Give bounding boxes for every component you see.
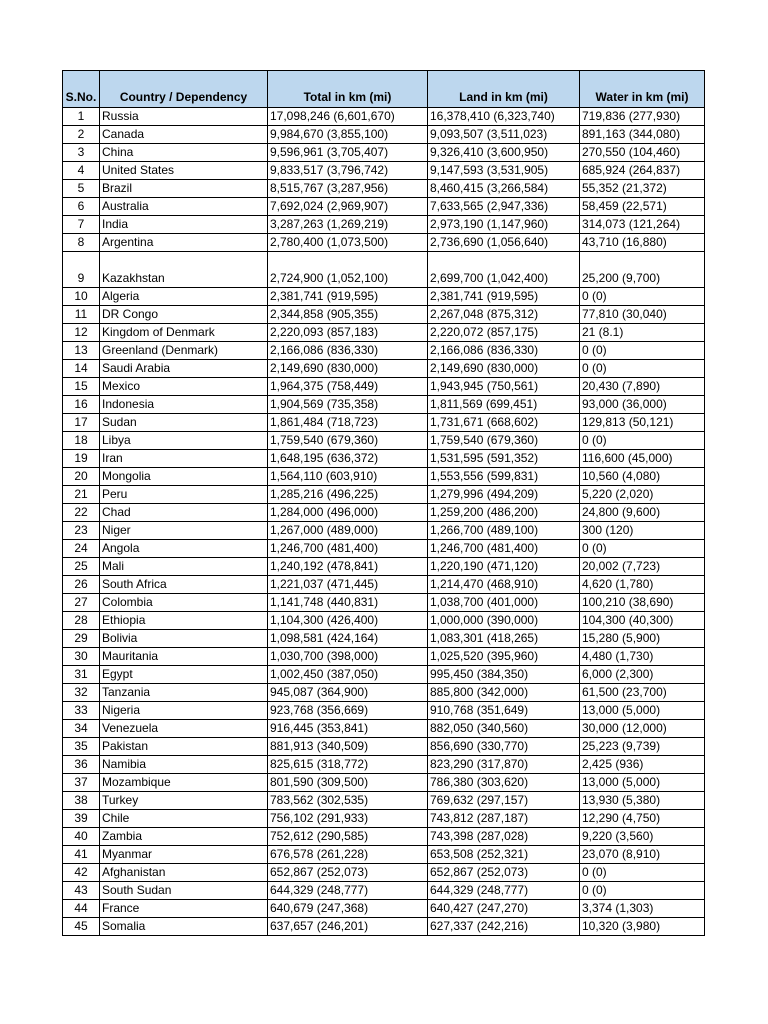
cell-water: 10,560 (4,080) (580, 468, 705, 486)
cell-total: 801,590 (309,500) (268, 774, 428, 792)
cell-water: 13,930 (5,380) (580, 792, 705, 810)
cell-water: 685,924 (264,837) (580, 162, 705, 180)
cell-country: Afghanistan (100, 864, 268, 882)
cell-land: 8,460,415 (3,266,584) (428, 180, 580, 198)
cell-total: 637,657 (246,201) (268, 918, 428, 936)
cell-land: 2,699,700 (1,042,400) (428, 252, 580, 288)
cell-water: 3,374 (1,303) (580, 900, 705, 918)
cell-water: 12,290 (4,750) (580, 810, 705, 828)
cell-sno: 4 (63, 162, 100, 180)
cell-water: 58,459 (22,571) (580, 198, 705, 216)
table-row (63, 486, 705, 504)
cell-water: 891,163 (344,080) (580, 126, 705, 144)
cell-country: Chad (100, 504, 268, 522)
cell-country: Bolivia (100, 630, 268, 648)
cell-country: Libya (100, 432, 268, 450)
table-row (63, 738, 705, 756)
cell-total: 652,867 (252,073) (268, 864, 428, 882)
cell-country: Nigeria (100, 702, 268, 720)
cell-land: 1,025,520 (395,960) (428, 648, 580, 666)
table-row (63, 360, 705, 378)
cell-water: 116,600 (45,000) (580, 450, 705, 468)
cell-land: 1,759,540 (679,360) (428, 432, 580, 450)
cell-country: DR Congo (100, 306, 268, 324)
cell-country: Mexico (100, 378, 268, 396)
table-row (63, 576, 705, 594)
cell-sno: 44 (63, 900, 100, 918)
cell-land: 882,050 (340,560) (428, 720, 580, 738)
cell-land: 1,214,470 (468,910) (428, 576, 580, 594)
cell-sno: 31 (63, 666, 100, 684)
cell-land: 2,973,190 (1,147,960) (428, 216, 580, 234)
cell-sno: 37 (63, 774, 100, 792)
table-row (63, 594, 705, 612)
cell-total: 756,102 (291,933) (268, 810, 428, 828)
cell-land: 2,166,086 (836,330) (428, 342, 580, 360)
cell-country: Russia (100, 108, 268, 126)
cell-sno: 43 (63, 882, 100, 900)
cell-total: 1,002,450 (387,050) (268, 666, 428, 684)
cell-total: 1,246,700 (481,400) (268, 540, 428, 558)
cell-country: Brazil (100, 180, 268, 198)
cell-country: China (100, 144, 268, 162)
cell-total: 2,381,741 (919,595) (268, 288, 428, 306)
cell-land: 1,038,700 (401,000) (428, 594, 580, 612)
table-row (63, 828, 705, 846)
table-row (63, 342, 705, 360)
table-row (63, 216, 705, 234)
cell-water: 43,710 (16,880) (580, 234, 705, 252)
cell-total: 1,098,581 (424,164) (268, 630, 428, 648)
table-row (63, 720, 705, 738)
cell-water: 104,300 (40,300) (580, 612, 705, 630)
cell-land: 2,220,072 (857,175) (428, 324, 580, 342)
table-row (63, 864, 705, 882)
cell-water: 100,210 (38,690) (580, 594, 705, 612)
cell-country: Turkey (100, 792, 268, 810)
cell-water: 93,000 (36,000) (580, 396, 705, 414)
cell-country: Myanmar (100, 846, 268, 864)
cell-total: 2,149,690 (830,000) (268, 360, 428, 378)
cell-water: 77,810 (30,040) (580, 306, 705, 324)
cell-sno: 3 (63, 144, 100, 162)
cell-country: Mozambique (100, 774, 268, 792)
cell-land: 995,450 (384,350) (428, 666, 580, 684)
cell-country: Mali (100, 558, 268, 576)
cell-total: 1,221,037 (471,445) (268, 576, 428, 594)
cell-country: Ethiopia (100, 612, 268, 630)
cell-country: Iran (100, 450, 268, 468)
cell-country: South Africa (100, 576, 268, 594)
table-row (63, 774, 705, 792)
cell-sno: 8 (63, 234, 100, 252)
cell-sno: 10 (63, 288, 100, 306)
cell-sno: 24 (63, 540, 100, 558)
table-row (63, 414, 705, 432)
cell-land: 885,800 (342,000) (428, 684, 580, 702)
cell-water: 55,352 (21,372) (580, 180, 705, 198)
table-row (63, 882, 705, 900)
cell-sno: 5 (63, 180, 100, 198)
cell-water: 4,620 (1,780) (580, 576, 705, 594)
cell-total: 2,166,086 (836,330) (268, 342, 428, 360)
cell-total: 916,445 (353,841) (268, 720, 428, 738)
table-row (63, 630, 705, 648)
cell-water: 314,073 (121,264) (580, 216, 705, 234)
cell-sno: 45 (63, 918, 100, 936)
cell-total: 2,724,900 (1,052,100) (268, 252, 428, 288)
cell-country: Sudan (100, 414, 268, 432)
cell-country: United States (100, 162, 268, 180)
cell-total: 2,780,400 (1,073,500) (268, 234, 428, 252)
cell-sno: 9 (63, 252, 100, 288)
cell-sno: 17 (63, 414, 100, 432)
cell-country: France (100, 900, 268, 918)
cell-water: 4,480 (1,730) (580, 648, 705, 666)
cell-total: 1,648,195 (636,372) (268, 450, 428, 468)
cell-total: 1,104,300 (426,400) (268, 612, 428, 630)
cell-land: 1,553,556 (599,831) (428, 468, 580, 486)
cell-water: 5,220 (2,020) (580, 486, 705, 504)
cell-country: Canada (100, 126, 268, 144)
table-row (63, 198, 705, 216)
cell-total: 1,141,748 (440,831) (268, 594, 428, 612)
cell-country: Venezuela (100, 720, 268, 738)
cell-water: 6,000 (2,300) (580, 666, 705, 684)
cell-water: 0 (0) (580, 864, 705, 882)
cell-country: Kingdom of Denmark (100, 324, 268, 342)
cell-total: 881,913 (340,509) (268, 738, 428, 756)
cell-land: 1,266,700 (489,100) (428, 522, 580, 540)
cell-total: 17,098,246 (6,601,670) (268, 108, 428, 126)
cell-sno: 1 (63, 108, 100, 126)
cell-land: 910,768 (351,649) (428, 702, 580, 720)
cell-total: 1,240,192 (478,841) (268, 558, 428, 576)
header-land: Land in km (mi) (428, 71, 580, 108)
table-row (63, 126, 705, 144)
cell-country: Somalia (100, 918, 268, 936)
cell-country: Tanzania (100, 684, 268, 702)
cell-total: 9,833,517 (3,796,742) (268, 162, 428, 180)
table-row (63, 396, 705, 414)
cell-total: 1,030,700 (398,000) (268, 648, 428, 666)
cell-land: 743,812 (287,187) (428, 810, 580, 828)
table-row (63, 810, 705, 828)
cell-sno: 28 (63, 612, 100, 630)
cell-total: 1,759,540 (679,360) (268, 432, 428, 450)
cell-water: 9,220 (3,560) (580, 828, 705, 846)
cell-land: 1,259,200 (486,200) (428, 504, 580, 522)
cell-land: 786,380 (303,620) (428, 774, 580, 792)
table-row (63, 324, 705, 342)
table-row (63, 108, 705, 126)
table-row (63, 846, 705, 864)
cell-water: 25,200 (9,700) (580, 252, 705, 288)
cell-total: 7,692,024 (2,969,907) (268, 198, 428, 216)
cell-sno: 40 (63, 828, 100, 846)
cell-total: 923,768 (356,669) (268, 702, 428, 720)
cell-land: 2,149,690 (830,000) (428, 360, 580, 378)
cell-total: 9,984,670 (3,855,100) (268, 126, 428, 144)
table-row (63, 144, 705, 162)
cell-country: Niger (100, 522, 268, 540)
cell-country: Saudi Arabia (100, 360, 268, 378)
table-row (63, 252, 705, 288)
cell-country: Peru (100, 486, 268, 504)
cell-land: 9,326,410 (3,600,950) (428, 144, 580, 162)
cell-total: 644,329 (248,777) (268, 882, 428, 900)
table-row (63, 900, 705, 918)
cell-total: 1,861,484 (718,723) (268, 414, 428, 432)
cell-land: 2,736,690 (1,056,640) (428, 234, 580, 252)
cell-total: 1,285,216 (496,225) (268, 486, 428, 504)
header-row (63, 71, 705, 108)
cell-land: 856,690 (330,770) (428, 738, 580, 756)
cell-land: 644,329 (248,777) (428, 882, 580, 900)
cell-country: Colombia (100, 594, 268, 612)
cell-land: 1,279,996 (494,209) (428, 486, 580, 504)
cell-country: Australia (100, 198, 268, 216)
table-row (63, 504, 705, 522)
cell-water: 23,070 (8,910) (580, 846, 705, 864)
cell-country: South Sudan (100, 882, 268, 900)
cell-sno: 7 (63, 216, 100, 234)
cell-sno: 19 (63, 450, 100, 468)
cell-total: 2,220,093 (857,183) (268, 324, 428, 342)
cell-country: Indonesia (100, 396, 268, 414)
cell-country: Mauritania (100, 648, 268, 666)
cell-water: 20,002 (7,723) (580, 558, 705, 576)
cell-sno: 34 (63, 720, 100, 738)
cell-total: 9,596,961 (3,705,407) (268, 144, 428, 162)
table-row (63, 558, 705, 576)
cell-sno: 29 (63, 630, 100, 648)
cell-land: 627,337 (242,216) (428, 918, 580, 936)
cell-country: Angola (100, 540, 268, 558)
cell-sno: 25 (63, 558, 100, 576)
cell-land: 1,000,000 (390,000) (428, 612, 580, 630)
cell-water: 129,813 (50,121) (580, 414, 705, 432)
cell-sno: 30 (63, 648, 100, 666)
cell-sno: 20 (63, 468, 100, 486)
cell-land: 7,633,565 (2,947,336) (428, 198, 580, 216)
header-country: Country / Dependency (100, 71, 268, 108)
cell-water: 0 (0) (580, 288, 705, 306)
table-row (63, 792, 705, 810)
table-row (63, 450, 705, 468)
cell-country: Kazakhstan (100, 252, 268, 288)
cell-total: 1,284,000 (496,000) (268, 504, 428, 522)
table-row (63, 666, 705, 684)
cell-sno: 38 (63, 792, 100, 810)
cell-sno: 41 (63, 846, 100, 864)
cell-sno: 13 (63, 342, 100, 360)
cell-land: 2,381,741 (919,595) (428, 288, 580, 306)
cell-total: 752,612 (290,585) (268, 828, 428, 846)
cell-total: 3,287,263 (1,269,219) (268, 216, 428, 234)
cell-country: Egypt (100, 666, 268, 684)
cell-sno: 27 (63, 594, 100, 612)
cell-land: 1,943,945 (750,561) (428, 378, 580, 396)
cell-water: 21 (8.1) (580, 324, 705, 342)
cell-water: 13,000 (5,000) (580, 774, 705, 792)
header-water: Water in km (mi) (580, 71, 705, 108)
table-row (63, 540, 705, 558)
cell-sno: 11 (63, 306, 100, 324)
table-row (63, 648, 705, 666)
cell-total: 8,515,767 (3,287,956) (268, 180, 428, 198)
cell-water: 24,800 (9,600) (580, 504, 705, 522)
cell-land: 1,731,671 (668,602) (428, 414, 580, 432)
table-row (63, 612, 705, 630)
cell-water: 719,836 (277,930) (580, 108, 705, 126)
cell-water: 0 (0) (580, 432, 705, 450)
cell-total: 783,562 (302,535) (268, 792, 428, 810)
cell-sno: 12 (63, 324, 100, 342)
cell-total: 676,578 (261,228) (268, 846, 428, 864)
cell-sno: 2 (63, 126, 100, 144)
cell-sno: 21 (63, 486, 100, 504)
cell-land: 640,427 (247,270) (428, 900, 580, 918)
cell-water: 0 (0) (580, 882, 705, 900)
table-row (63, 162, 705, 180)
cell-water: 0 (0) (580, 360, 705, 378)
cell-water: 13,000 (5,000) (580, 702, 705, 720)
cell-total: 640,679 (247,368) (268, 900, 428, 918)
cell-sno: 15 (63, 378, 100, 396)
cell-sno: 32 (63, 684, 100, 702)
cell-sno: 16 (63, 396, 100, 414)
cell-land: 769,632 (297,157) (428, 792, 580, 810)
cell-sno: 42 (63, 864, 100, 882)
cell-total: 2,344,858 (905,355) (268, 306, 428, 324)
cell-water: 300 (120) (580, 522, 705, 540)
cell-land: 652,867 (252,073) (428, 864, 580, 882)
cell-water: 15,280 (5,900) (580, 630, 705, 648)
cell-land: 1,246,700 (481,400) (428, 540, 580, 558)
cell-country: Mongolia (100, 468, 268, 486)
cell-sno: 39 (63, 810, 100, 828)
cell-land: 1,083,301 (418,265) (428, 630, 580, 648)
cell-total: 1,904,569 (735,358) (268, 396, 428, 414)
cell-total: 945,087 (364,900) (268, 684, 428, 702)
cell-country: Namibia (100, 756, 268, 774)
table-row (63, 432, 705, 450)
table-row (63, 918, 705, 936)
table-row (63, 306, 705, 324)
cell-water: 61,500 (23,700) (580, 684, 705, 702)
table-row (63, 684, 705, 702)
cell-land: 1,531,595 (591,352) (428, 450, 580, 468)
country-area-table (62, 70, 705, 936)
cell-sno: 36 (63, 756, 100, 774)
cell-total: 1,964,375 (758,449) (268, 378, 428, 396)
cell-water: 20,430 (7,890) (580, 378, 705, 396)
cell-land: 2,267,048 (875,312) (428, 306, 580, 324)
cell-total: 1,564,110 (603,910) (268, 468, 428, 486)
cell-country: Algeria (100, 288, 268, 306)
table-row (63, 234, 705, 252)
cell-land: 16,378,410 (6,323,740) (428, 108, 580, 126)
cell-sno: 14 (63, 360, 100, 378)
cell-land: 743,398 (287,028) (428, 828, 580, 846)
cell-land: 653,508 (252,321) (428, 846, 580, 864)
cell-sno: 35 (63, 738, 100, 756)
cell-country: Chile (100, 810, 268, 828)
header-total: Total in km (mi) (268, 71, 428, 108)
cell-sno: 33 (63, 702, 100, 720)
cell-land: 9,147,593 (3,531,905) (428, 162, 580, 180)
cell-land: 1,811,569 (699,451) (428, 396, 580, 414)
cell-country: Zambia (100, 828, 268, 846)
cell-water: 2,425 (936) (580, 756, 705, 774)
table-row (63, 468, 705, 486)
cell-water: 0 (0) (580, 540, 705, 558)
header-sno: S.No. (63, 71, 100, 108)
table-row (63, 180, 705, 198)
cell-land: 823,290 (317,870) (428, 756, 580, 774)
cell-country: Argentina (100, 234, 268, 252)
cell-water: 30,000 (12,000) (580, 720, 705, 738)
cell-sno: 22 (63, 504, 100, 522)
cell-sno: 18 (63, 432, 100, 450)
cell-sno: 23 (63, 522, 100, 540)
cell-land: 1,220,190 (471,120) (428, 558, 580, 576)
table-row (63, 378, 705, 396)
cell-water: 10,320 (3,980) (580, 918, 705, 936)
cell-water: 0 (0) (580, 342, 705, 360)
cell-water: 25,223 (9,739) (580, 738, 705, 756)
table-row (63, 522, 705, 540)
cell-country: India (100, 216, 268, 234)
cell-water: 270,550 (104,460) (580, 144, 705, 162)
table-row (63, 288, 705, 306)
cell-total: 1,267,000 (489,000) (268, 522, 428, 540)
cell-total: 825,615 (318,772) (268, 756, 428, 774)
cell-country: Pakistan (100, 738, 268, 756)
table-row (63, 756, 705, 774)
cell-land: 9,093,507 (3,511,023) (428, 126, 580, 144)
cell-country: Greenland (Denmark) (100, 342, 268, 360)
cell-sno: 6 (63, 198, 100, 216)
cell-sno: 26 (63, 576, 100, 594)
table-row (63, 702, 705, 720)
